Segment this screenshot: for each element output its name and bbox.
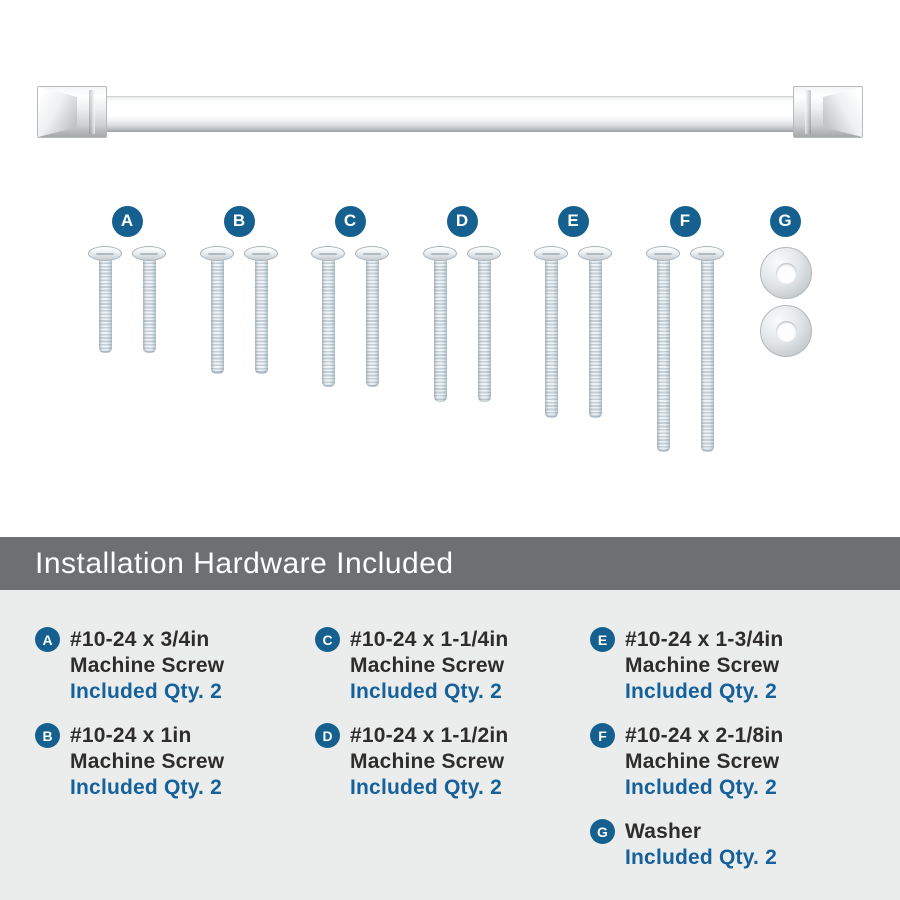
hardware-item-name: Machine Screw [625,750,780,773]
hardware-item-E [590,627,855,705]
hardware-item-qty: Included Qty. 2 [70,680,222,703]
screw-head [244,246,278,261]
hardware-item-text [70,627,224,705]
diagram-badge-F: F [670,206,701,237]
hardware-item-C [315,627,580,705]
hardware-item-text [350,723,508,801]
section-title: Installation Hardware Included [35,546,454,580]
hardware-item-qty: Included Qty. 2 [350,680,502,703]
hardware-list-column-3 [590,627,855,871]
screw-thread [589,259,602,418]
screw-thread [366,259,379,387]
screw-head [311,246,345,261]
hardware-item-qty: Included Qty. 2 [625,776,777,799]
screw-head [132,246,166,261]
screw-thread [657,259,670,452]
screw-thread [434,259,447,402]
hardware-item-A [35,627,300,705]
washer-G [760,247,812,299]
list-badge-D: D [315,723,340,748]
hardware-item-name: Machine Screw [350,654,505,677]
pull-bar [100,96,800,132]
screw-thread [478,259,491,402]
pull-end-cap-right [793,86,863,138]
screw-thread [322,259,335,387]
screw-thread [545,259,558,418]
diagram-badge-G: G [770,206,801,237]
screw-head [88,246,122,261]
hardware-item-name: Machine Screw [350,750,505,773]
screw-head [646,246,680,261]
hardware-item-D [315,723,580,801]
hardware-item-text [625,723,783,801]
hardware-item-text [625,627,783,705]
hardware-item-name: Machine Screw [70,750,225,773]
pull-end-cap-left [37,86,107,138]
hardware-item-B [35,723,300,801]
list-badge-E: E [590,627,615,652]
hardware-item-name: Machine Screw [625,654,780,677]
hardware-item-qty: Included Qty. 2 [625,846,777,869]
hardware-list-column-1 [35,627,300,801]
screw-head [534,246,568,261]
section-header [0,537,900,590]
screw-thread [143,259,156,353]
screw-head [423,246,457,261]
hardware-item-size: #10-24 x 1-3/4in [625,628,784,651]
list-badge-C: C [315,627,340,652]
diagram-badge-B: B [224,206,255,237]
list-badge-B: B [35,723,60,748]
hardware-item-text [350,627,508,705]
hardware-item-G [590,819,855,871]
list-badge-A: A [35,627,60,652]
screw-thread [211,259,224,374]
hardware-item-text [625,819,777,871]
screw-head [690,246,724,261]
list-badge-F: F [590,723,615,748]
hardware-item-qty: Included Qty. 2 [350,776,502,799]
screw-head [467,246,501,261]
hardware-item-qty: Included Qty. 2 [70,776,222,799]
hardware-item-F [590,723,855,801]
screw-head [578,246,612,261]
hardware-item-size: #10-24 x 2-1/8in [625,724,784,747]
hardware-item-name: Washer [625,820,702,843]
washer-G [760,305,812,357]
diagram-badge-C: C [335,206,366,237]
hardware-item-text [70,723,224,801]
hardware-item-size: #10-24 x 1-1/4in [350,628,509,651]
hardware-item-name: Machine Screw [70,654,225,677]
list-badge-G: G [590,819,615,844]
hardware-item-size: #10-24 x 3/4in [70,628,210,651]
hardware-item-qty: Included Qty. 2 [625,680,777,703]
diagram-badge-A: A [112,206,143,237]
diagram-badge-D: D [447,206,478,237]
screw-thread [255,259,268,374]
screw-thread [99,259,112,353]
hardware-item-size: #10-24 x 1in [70,724,192,747]
screw-head [355,246,389,261]
hardware-item-size: #10-24 x 1-1/2in [350,724,509,747]
screw-thread [701,259,714,452]
diagram-badge-E: E [558,206,589,237]
hardware-list-column-2 [315,627,580,801]
screw-head [200,246,234,261]
